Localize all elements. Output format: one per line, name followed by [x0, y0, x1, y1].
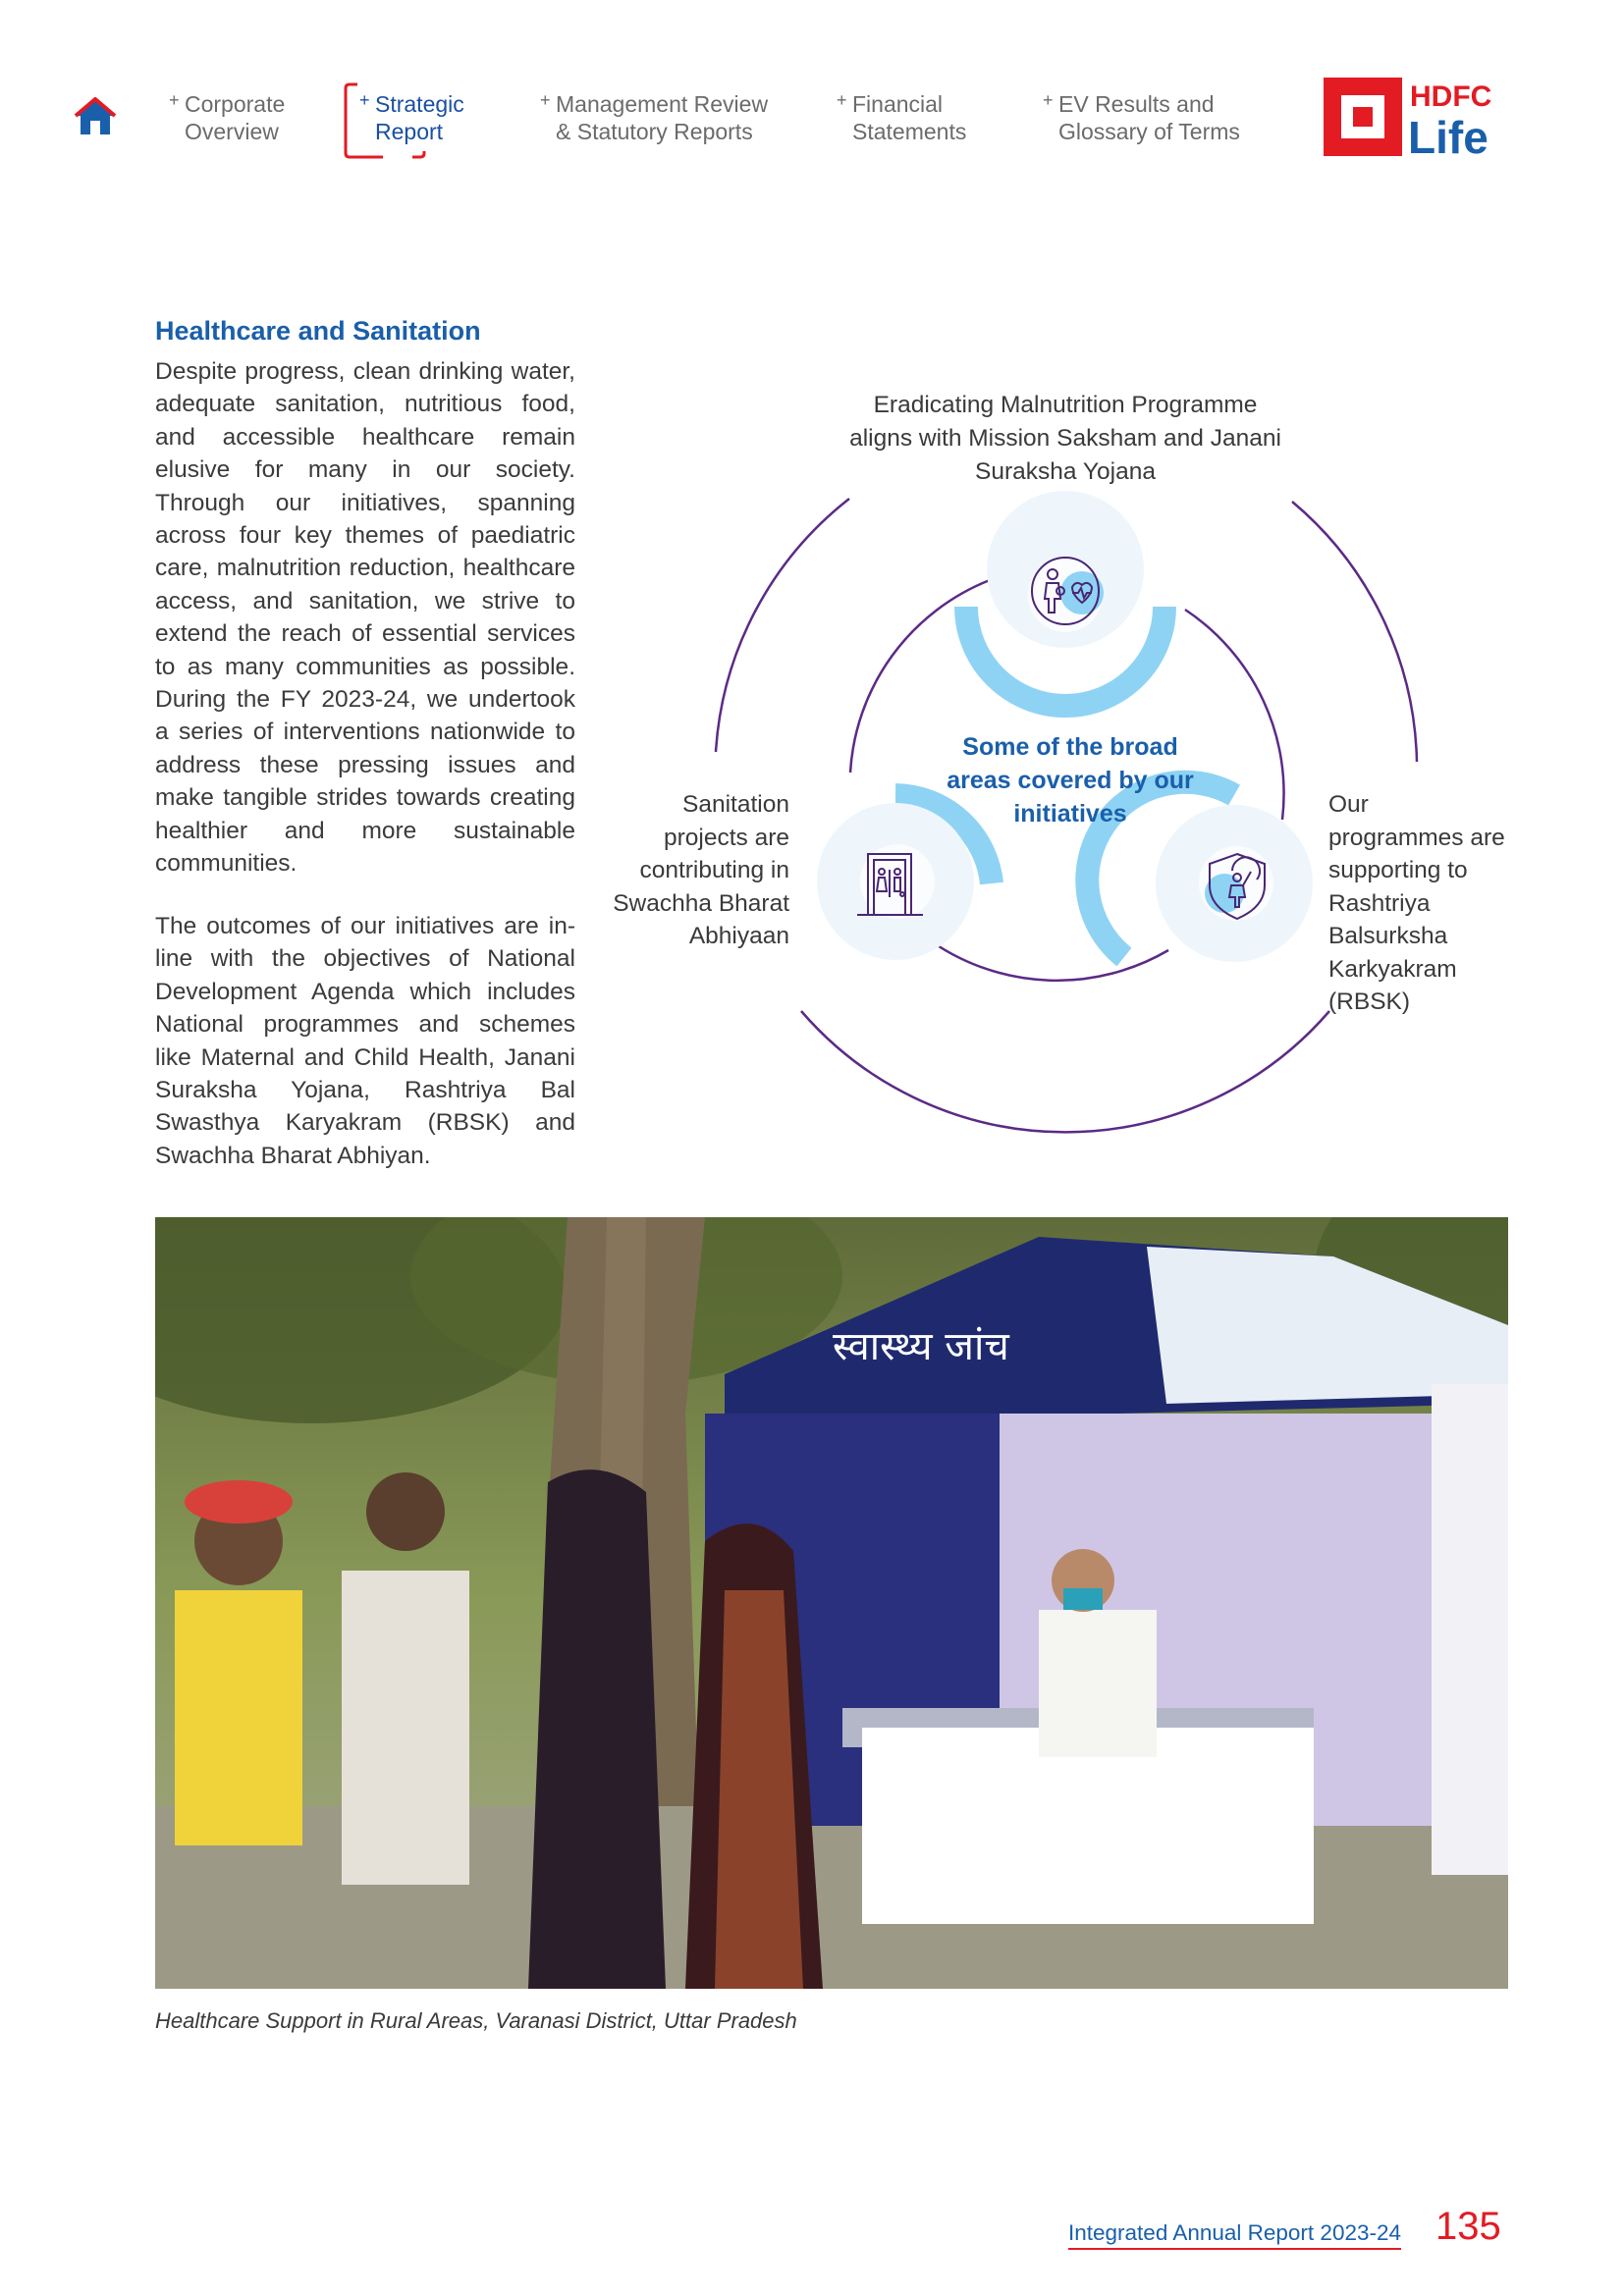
page-number: 135 [1435, 2205, 1501, 2248]
nav-label-line2: Glossary of Terms [1058, 119, 1240, 144]
nav-label-line1: Management Review [556, 91, 769, 117]
plus-icon: + [540, 90, 551, 110]
tent-banner-text: स्वास्थ्य जांच [833, 1324, 1009, 1369]
plus-icon: + [837, 90, 847, 110]
nav-label-line2: Overview [185, 119, 279, 144]
healthcare-camp-photo [155, 1217, 1508, 1989]
body-paragraph-2: The outcomes of our initiatives are in-line with the objectives of National Development Agenda which includes National programmes and schemes like Maternal and Child Health, Janani Suraksha Yojana, Rashtriya Bal Swasthya Karyakram (RBSK) and Swachha Bharat Abhiyan. [155, 913, 575, 1169]
body-paragraph-1: Despite progress, clean drinking water, adequate sanitation, nutritious food, and accessible healthcare remain elusive for many in our society. Through our initiatives, spanning across four key themes of paediatric care, malnutrition reduction, healthcare access, and sanitation, we strive to extend the reach of essential services to as many communities as possible. During the FY 2023-24, we undertook a series of interventions nationwide to address these pressing issues and make tangible strides towards creating healthier and more sustainable communities. [155, 358, 575, 878]
nav-label-line1: Corporate [185, 91, 286, 117]
report-title-footer[interactable]: Integrated Annual Report 2023-24 [1068, 2220, 1401, 2250]
plus-icon: + [359, 90, 370, 110]
diagram-label-right: Our programmes are supporting to Rashtriya Balsurksha Karkyakram (RBSK) [1328, 791, 1505, 1015]
node-top [966, 491, 1164, 706]
inner-arc-bottom [933, 942, 1168, 981]
nav-label-line2: & Statutory Reports [556, 119, 753, 144]
logo-text-hdfc: HDFC [1410, 80, 1492, 113]
plus-icon: + [169, 90, 180, 110]
photo-caption: Healthcare Support in Rural Areas, Varanasi District, Uttar Pradesh [155, 2008, 797, 2033]
nav-management-review[interactable] [540, 90, 769, 145]
nav-strategic-report[interactable] [359, 90, 464, 145]
home-icon[interactable] [73, 96, 118, 137]
outer-arc-top-right [1292, 502, 1417, 762]
nav-ev-results[interactable] [1043, 90, 1240, 145]
nav-financial-statements[interactable] [837, 90, 967, 145]
nav-label-line1: EV Results and [1058, 91, 1215, 117]
section-title: Healthcare and Sanitation [155, 316, 481, 346]
outer-arc-bottom [801, 1011, 1329, 1132]
nav-label-line1: Strategic [375, 91, 464, 117]
nav-label-line1: Financial [852, 91, 944, 117]
nav-corporate-overview[interactable] [169, 90, 286, 145]
outer-arc-top-left [716, 499, 849, 752]
nav-label-line2: Statements [852, 119, 967, 144]
diagram-label-left: Sanitation projects are contributing in Swachha Bharat Abhiyaan [613, 791, 789, 949]
plus-icon: + [1043, 90, 1054, 110]
diagram-label-top: Eradicating Malnutrition Programme aligns with Mission Saksham and Janani Suraksha Yojana [849, 392, 1281, 485]
logo-text-life: Life [1408, 112, 1489, 159]
diagram-center-label: Some of the broad areas covered by our initiatives [947, 733, 1194, 828]
hdfc-life-logo[interactable] [1324, 75, 1510, 159]
nav-label-line2: Report [375, 119, 444, 144]
